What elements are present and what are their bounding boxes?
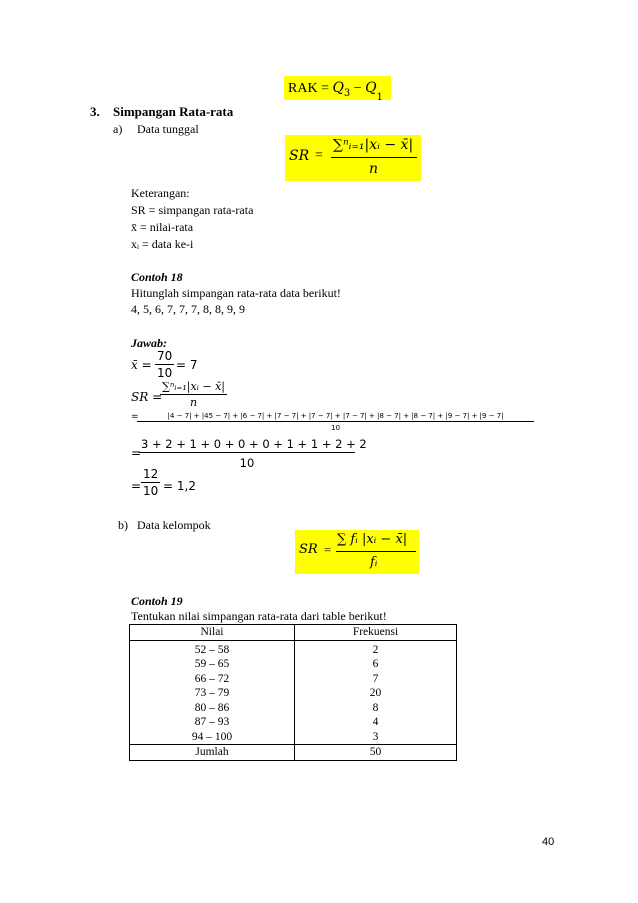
sr-denominator: n	[369, 161, 379, 177]
srg-numerator: ∑ fᵢ |xᵢ − x̄|	[337, 532, 408, 547]
table-row	[130, 730, 457, 745]
sr-numerator: ∑ⁿᵢ₌₁|xᵢ − x̄|	[333, 137, 414, 153]
frequency-table	[129, 624, 457, 761]
cell-frekuensi: 4	[295, 715, 457, 730]
sr-jawab-fraction	[160, 380, 227, 409]
srg-denominator: fᵢ	[370, 555, 378, 570]
header-nilai: Nilai	[130, 625, 295, 641]
sr-jawab-lhs: SR =	[131, 390, 163, 404]
final-num: 12	[143, 467, 159, 481]
table-row	[130, 657, 457, 672]
part-a-title: Data tunggal	[137, 122, 199, 136]
table-row	[130, 715, 457, 730]
table-row	[130, 672, 457, 687]
keterangan-line: xᵢ = data ke-i	[131, 237, 194, 251]
sum-fraction	[141, 437, 367, 470]
cell-nilai: 80 – 86	[130, 701, 295, 716]
part-b-title: Data kelompok	[137, 518, 211, 532]
srg-lhs: SR	[299, 542, 318, 557]
contoh-19-title: Contoh 19	[131, 594, 183, 608]
cell-frekuensi: 8	[295, 701, 457, 716]
cell-frekuensi: 7	[295, 672, 457, 687]
sr-jawab-den: n	[189, 396, 198, 409]
mean-den: 10	[157, 366, 173, 380]
cell-frekuensi: 6	[295, 657, 457, 672]
cell-nilai: 73 – 79	[130, 686, 295, 701]
rak-q1: $Q_1$	[365, 80, 383, 103]
table-row	[130, 701, 457, 716]
rak-formula	[284, 76, 391, 103]
section-title: Simpangan Rata-rata	[113, 104, 234, 119]
srg-eq: =	[324, 542, 332, 557]
mean-fraction	[155, 349, 174, 380]
total-value: 50	[295, 745, 457, 761]
keterangan-line: x̄ = nilai-rata	[131, 220, 194, 234]
total-label: Jumlah	[130, 745, 295, 761]
expand-num: |4 − 7| + |45 − 7| + |6 − 7| + |7 − 7| + |7 − 7| + |7 − 7| + |8 − 7| + |8 − 7| + |9 − 7| + |9 − 7|	[137, 411, 534, 422]
rak-eq: =	[321, 81, 329, 96]
cell-nilai: 66 – 72	[130, 672, 295, 687]
final-fraction	[141, 467, 160, 498]
contoh-18-data: 4, 5, 6, 7, 7, 7, 8, 8, 9, 9	[131, 302, 245, 316]
mean-lhs: x̄ =	[131, 358, 152, 372]
sr-jawab-num: ∑ⁿᵢ₌₁|xᵢ − x̄|	[162, 380, 225, 393]
keterangan-heading: Keterangan:	[131, 186, 190, 200]
part-b-label: b)	[118, 518, 128, 532]
final-den: 10	[143, 484, 159, 498]
page-number: 40	[542, 836, 555, 848]
table-header-row	[130, 625, 457, 641]
cell-nilai: 87 – 93	[130, 715, 295, 730]
final-eq: =	[131, 479, 142, 493]
mean-result: = 7	[176, 358, 198, 372]
sr-lhs: SR	[289, 148, 310, 164]
expand-eq: =	[131, 412, 139, 422]
sr-formula-grouped	[295, 530, 419, 574]
table-total-row	[130, 745, 457, 761]
sum-eq: =	[131, 446, 142, 460]
table-row	[130, 686, 457, 701]
cell-nilai: 59 – 65	[130, 657, 295, 672]
expand-den: 10	[331, 423, 340, 432]
contoh-18-title: Contoh 18	[131, 270, 183, 284]
jawab-title: Jawab:	[131, 336, 167, 350]
rak-q3: $Q_3$	[332, 80, 351, 99]
cell-frekuensi: 20	[295, 686, 457, 701]
keterangan-line: SR = simpangan rata-rata	[131, 203, 254, 217]
cell-nilai: 52 – 58	[130, 640, 295, 657]
table-row	[130, 640, 457, 657]
srg-fraction-line	[336, 551, 416, 552]
sr-formula-single	[285, 135, 421, 181]
contoh-18-question: Hitunglah simpangan rata-rata data berikut!	[131, 286, 341, 300]
cell-frekuensi: 2	[295, 640, 457, 657]
sum-den: 10	[239, 456, 255, 470]
expand-fraction	[139, 411, 532, 432]
section-number: 3.	[90, 104, 100, 119]
rak-label: RAK	[288, 81, 318, 96]
contoh-19-question: Tentukan nilai simpangan rata-rata dari table berikut!	[131, 609, 387, 623]
sum-num: 3 + 2 + 1 + 0 + 0 + 0 + 1 + 1 + 2 + 2	[141, 437, 367, 451]
final-result: = 1,2	[163, 479, 196, 493]
header-frekuensi: Frekuensi	[295, 625, 457, 641]
sr-fraction-line	[331, 157, 417, 158]
part-a-label: a)	[113, 122, 123, 136]
cell-nilai: 94 – 100	[130, 730, 295, 745]
mean-num: 70	[157, 349, 173, 363]
sr-eq: =	[315, 148, 323, 163]
rak-minus: −	[353, 81, 362, 96]
cell-frekuensi: 3	[295, 730, 457, 745]
